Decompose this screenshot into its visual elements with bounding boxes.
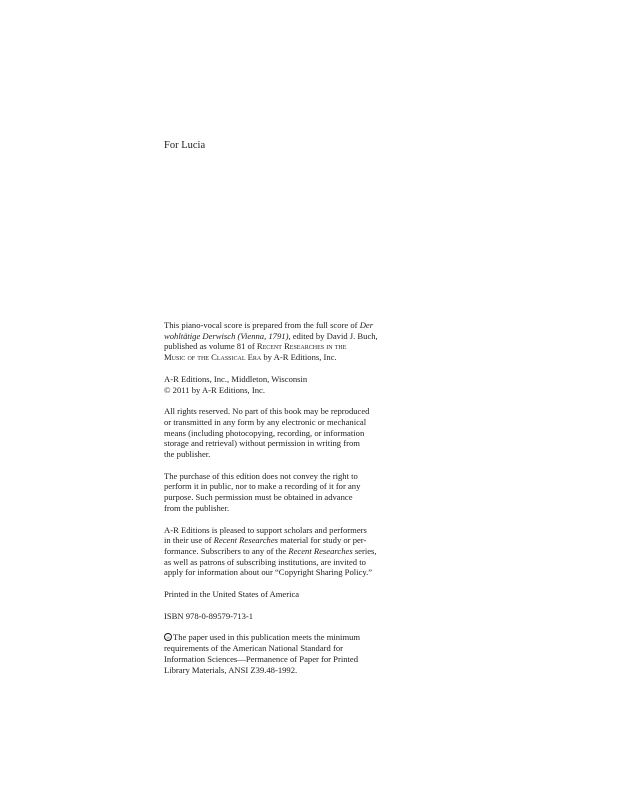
rights-line: All rights reserved. No part of this book may be reproduced: [164, 406, 370, 417]
source-note-line-2: wohltätige Derwisch (Vienna, 1791), edited by David J. Buch,: [164, 330, 378, 341]
paper-note-line: requirements of the American National Standard for: [164, 643, 343, 654]
source-note-line-3: published as volume 81 of Recent Researches in the: [164, 341, 347, 352]
infinity-paper-icon: ∞: [164, 633, 172, 641]
rights-line: or transmitted in any form by any electronic or mechanical: [164, 416, 367, 427]
rights-line: means (including photocopying, recording, or information: [164, 427, 365, 438]
rights-statement: [164, 406, 414, 460]
performance-line: perform it in public, nor to make a recording of it for any: [164, 481, 361, 492]
printed-location: Printed in the United States of America: [164, 589, 300, 600]
paper-note-line: Information Sciences—Permanence of Paper for Printed: [164, 653, 359, 664]
paper-note-line: Library Materials, ANSI Z39.48-1992.: [164, 664, 298, 675]
work-title-cont: wohltätige Derwisch (Vienna, 1791): [164, 330, 289, 341]
performance-line: from the publisher.: [164, 502, 230, 513]
series-title-cont: Music of the Classical Era: [164, 352, 262, 363]
source-note-line-1: This piano-vocal score is prepared from the full score of Der: [164, 320, 374, 330]
rights-line: the publisher.: [164, 449, 211, 460]
dedication: For Lucia: [164, 140, 206, 151]
support-line: formance. Subscribers to any of the Recent Researches series,: [164, 545, 377, 556]
support-line: A-R Editions is pleased to support scholars and performers: [164, 524, 367, 535]
source-note: [164, 320, 414, 363]
performance-line: purpose. Such permission must be obtained in advance: [164, 492, 353, 503]
series-title: Recent Researches in the: [256, 341, 347, 352]
copyright-line: © 2011 by A-R Editions, Inc.: [164, 384, 265, 395]
performance-statement: [164, 471, 414, 514]
copyright-page-text: [164, 320, 414, 686]
support-statement: [164, 525, 414, 579]
publisher-address: A-R Editions, Inc., Middleton, Wisconsin: [164, 373, 308, 384]
isbn: ISBN 978-0-89579-713-1: [164, 610, 254, 621]
publisher-info: [164, 374, 414, 395]
source-note-line-4: Music of the Classical Era by A-R Editions, Inc.: [164, 352, 337, 363]
paper-note-line: ∞ The paper used in this publication meets the minimum: [164, 632, 414, 643]
performance-line: The purchase of this edition does not convey the right to: [164, 470, 358, 481]
rights-line: storage and retrieval) without permission in writing from: [164, 438, 360, 449]
paper-permanence-note: [164, 632, 414, 675]
work-title: Der: [359, 320, 374, 330]
support-line: as well as patrons of subscribing institutions, are invited to: [164, 556, 366, 567]
support-line: apply for information about our “Copyright Sharing Policy.”: [164, 567, 373, 578]
support-line: in their use of Recent Researches material for study or per-: [164, 535, 367, 546]
